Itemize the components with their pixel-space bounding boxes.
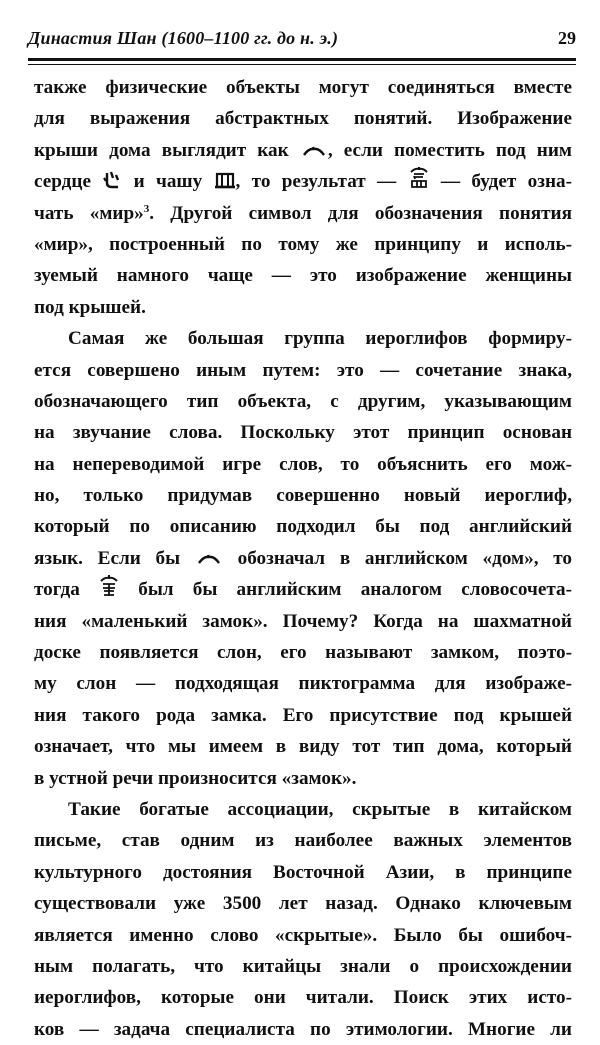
- cup-glyph-icon: [215, 168, 235, 199]
- text-line: ков — задача специалиста по этимологии. Многие ли: [34, 1018, 572, 1040]
- text-line: под крышей.: [34, 296, 146, 318]
- roof-glyph-icon: [196, 545, 222, 576]
- header-rule-thick: [28, 58, 576, 61]
- text-line: ния «маленький замок». Почему? Когда на шахматной: [34, 610, 572, 632]
- text-line: культурного достояния Восточной Азии, в принципе: [34, 861, 572, 883]
- text-line: письме, став одним из наиболее важных элементов: [34, 830, 572, 852]
- page-number: 29: [558, 28, 576, 48]
- paragraph-3: [34, 794, 572, 1045]
- text-line: ния такого рода замка. Его присутствие под крышей: [34, 704, 572, 726]
- text-line: «мир», построенный по тому же принципу и исполь-: [34, 233, 572, 255]
- running-title: Династия Шан (1600–1100 гг. до н. э.): [28, 28, 339, 48]
- pig-under-roof-glyph-icon: [100, 575, 118, 607]
- text-line: сердце и чашу , то результат — — будет озна-: [34, 166, 572, 197]
- text-line: также физические объекты могут соединяться вместе: [34, 77, 572, 98]
- text-line: иероглифов, которые они читали. Поиск этих исто-: [34, 987, 572, 1009]
- text-line: является именно слово «скрытые». Было бы ошибоч-: [34, 924, 572, 946]
- text-line: на звучание слова. Поскольку этот принцип основан: [34, 422, 572, 444]
- text-line: тогда был бы английским аналогом словосочета-: [34, 574, 572, 605]
- text-line: который по описанию подходил бы под английский: [34, 516, 572, 538]
- peace-glyph-icon: [409, 167, 429, 199]
- paragraph-2: [34, 323, 572, 794]
- text-line: на непереводимой игре слов, то объяснить его мож-: [34, 453, 572, 475]
- text-line: означает, что мы имеем в виду тот тип дома, который: [34, 736, 572, 758]
- text-line: Самая же большая группа иероглифов формиру-: [68, 328, 572, 350]
- running-header: [28, 26, 576, 52]
- text-line: язык. Если бы обозначал в английском «дом», то: [34, 543, 572, 574]
- body-text: [34, 72, 572, 1045]
- text-line: ется совершено иным путем: это — сочетание знака,: [34, 359, 572, 381]
- text-line: крыши дома выглядит как , если поместить под ним: [34, 135, 572, 166]
- text-line: в устной речи произносится «замок».: [34, 767, 357, 789]
- text-line: обозначающего тип объекта, с другим, указывающим: [34, 390, 572, 412]
- text-line: зуемый намного чаще — это изображение женщины: [34, 265, 572, 287]
- text-line: но, только придумав совершенно новый иероглиф,: [34, 485, 572, 507]
- roof-glyph-icon: [301, 137, 327, 168]
- header-rule-thin: [28, 64, 576, 65]
- text-line: существовали уже 3500 лет назад. Однако ключевым: [34, 893, 572, 915]
- text-line: чать «мир»$^3$. Другой символ для обозначения понятия: [34, 202, 572, 224]
- text-line: доске появляется слон, его называют замком, поэто-: [34, 642, 572, 664]
- paragraph-1: [34, 72, 572, 323]
- text-line: му слон — подходящая пиктограмма для изображе-: [34, 673, 572, 695]
- heart-glyph-icon: [103, 168, 121, 199]
- footnote-ref[interactable]: 3: [143, 202, 150, 215]
- text-line: Такие богатые ассоциации, скрытые в китайском: [68, 798, 572, 820]
- text-line: ным полагать, что китайцы знали о происхождении: [34, 955, 572, 977]
- text-line: для выражения абстрактных понятий. Изображение: [34, 108, 572, 130]
